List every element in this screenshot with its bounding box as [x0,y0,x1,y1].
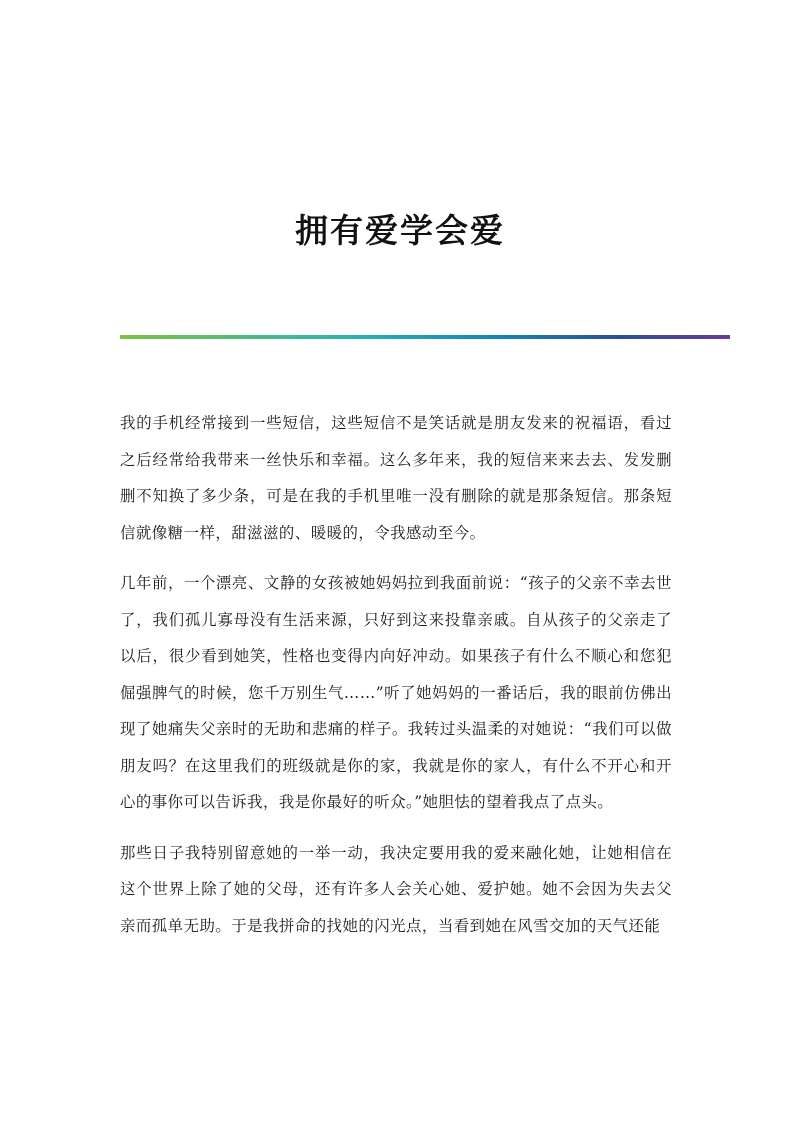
paragraph: 几年前，一个漂亮、文静的女孩被她妈妈拉到我面前说：“孩子的父亲不幸去世了，我们孤儿寡母没有生活来源，只好到这来投靠亲戚。自从孩子的父亲走了以后，很少看到她笑，性格也变得内向好冲动。如果孩子有什么不顺心和您犯倔强脾气的时候，您千万别生气……”听了她妈妈的一番话后，我的眼前仿佛出现了她痛失父亲时的无助和悲痛的样子。我转过头温柔的对她说：“我们可以做朋友吗？在这里我们的班级就是你的家，我就是你的家人，有什么不开心和开心的事你可以告诉我，我是你最好的听众。”她胆怯的望着我点了点头。 [120,574,672,811]
document-title: 拥有爱学会爱 [295,211,505,251]
document-body [120,405,672,958]
paragraph: 那些日子我特别留意她的一举一动，我决定要用我的爱来融化她，让她相信在这个世界上除了她的父母，还有许多人会关心她、爱护她。她不会因为失去父亲而孤单无助。于是我拼命的找她的闪光点，当看到她在风雪交加的天气还能 [120,843,672,935]
title-divider [120,335,730,339]
paragraph: 我的手机经常接到一些短信，这些短信不是笑话就是朋友发来的祝福语，看过之后经常给我带来一丝快乐和幸福。这么多年来，我的短信来来去去、发发删删不知换了多少条，可是在我的手机里唯一没有删除的就是那条短信。那条短信就像糖一样，甜滋滋的、暖暖的，令我感动至今。 [120,414,672,542]
